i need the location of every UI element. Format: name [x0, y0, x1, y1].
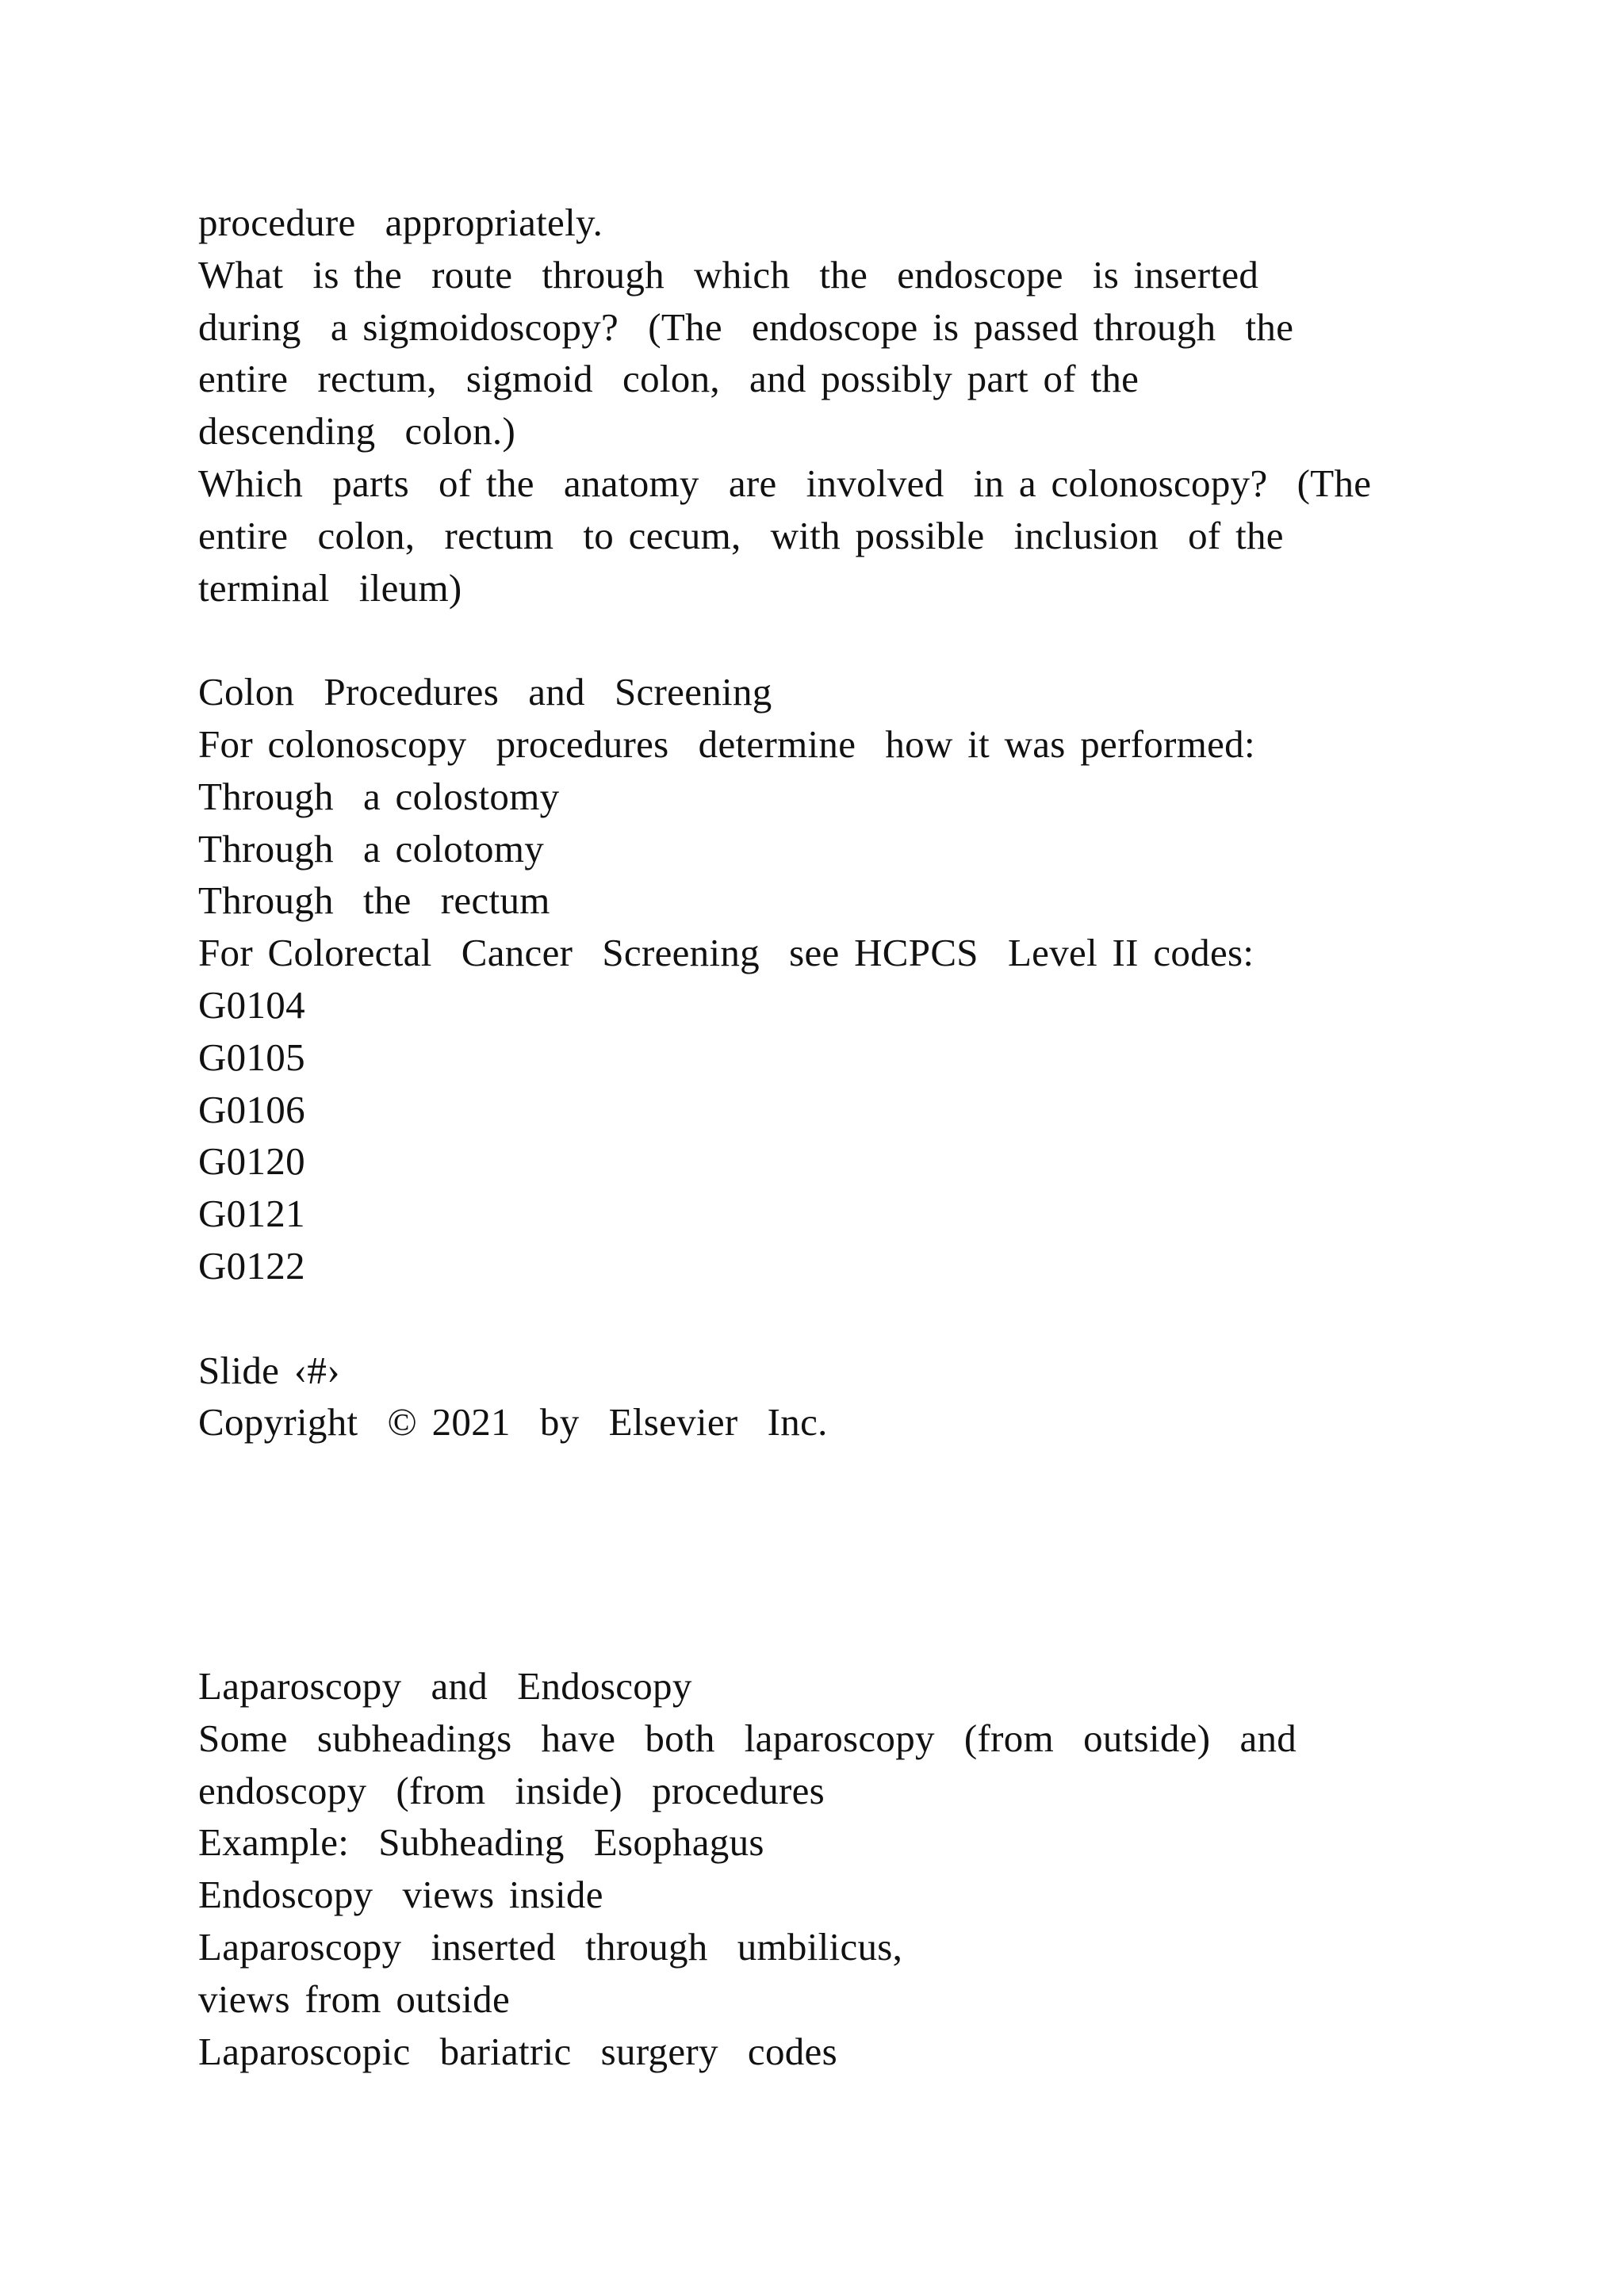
text-line: entire rectum, sigmoid colon, and possibly part of the	[198, 357, 1139, 401]
hcpcs-code: G0122	[198, 1243, 305, 1288]
text-line: For colonoscopy procedures determine how it was performed:	[198, 721, 1255, 766]
text-line: descending colon.)	[198, 409, 516, 453]
text-line: Laparoscopic bariatric surgery codes	[198, 2029, 837, 2073]
section-heading: Colon Procedures and Screening	[198, 670, 772, 714]
text-line: procedure appropriately.	[198, 201, 603, 244]
slide-number: Slide ‹#›	[198, 1348, 340, 1392]
hcpcs-code: G0121	[198, 1192, 305, 1236]
text-line: Through a colotomy	[198, 826, 545, 871]
hcpcs-code: G0105	[198, 1035, 305, 1079]
text-line: Some subheadings have both laparoscopy (from outside) and	[198, 1716, 1297, 1760]
text-line: Through a colostomy	[198, 774, 560, 818]
hcpcs-code: G0104	[198, 982, 305, 1027]
section-heading: Laparoscopy and Endoscopy	[198, 1664, 692, 1708]
text-block-laparoscopy	[198, 1660, 1483, 2077]
text-line: For Colorectal Cancer Screening see HCPCS Level II codes:	[198, 931, 1254, 975]
blank-line	[198, 614, 1483, 666]
text-line: endoscopy (from inside) procedures	[198, 1768, 825, 1812]
copyright-notice: Copyright © 2021 by Elsevier Inc.	[198, 1400, 828, 1445]
text-block-colon-procedures	[198, 197, 1483, 1448]
hcpcs-code: G0106	[198, 1087, 305, 1131]
text-line: Which parts of the anatomy are involved in a colonoscopy? (The	[198, 461, 1372, 505]
text-line: What is the route through which the endoscope is inserted	[198, 252, 1259, 297]
text-line: Laparoscopy inserted through umbilicus,	[198, 1924, 903, 1969]
text-line: views from outside	[198, 1976, 511, 2021]
hcpcs-code: G0120	[198, 1139, 305, 1184]
text-line: entire colon, rectum to cecum, with possible inclusion of the	[198, 513, 1284, 557]
text-line: Example: Subheading Esophagus	[198, 1820, 764, 1865]
text-line: terminal ileum)	[198, 565, 462, 610]
text-line: Endoscopy views inside	[198, 1873, 603, 1917]
text-line: Through the rectum	[198, 878, 550, 923]
blank-line	[198, 1292, 1483, 1345]
text-line: during a sigmoidoscopy? (The endoscope is passed through the	[198, 304, 1294, 349]
